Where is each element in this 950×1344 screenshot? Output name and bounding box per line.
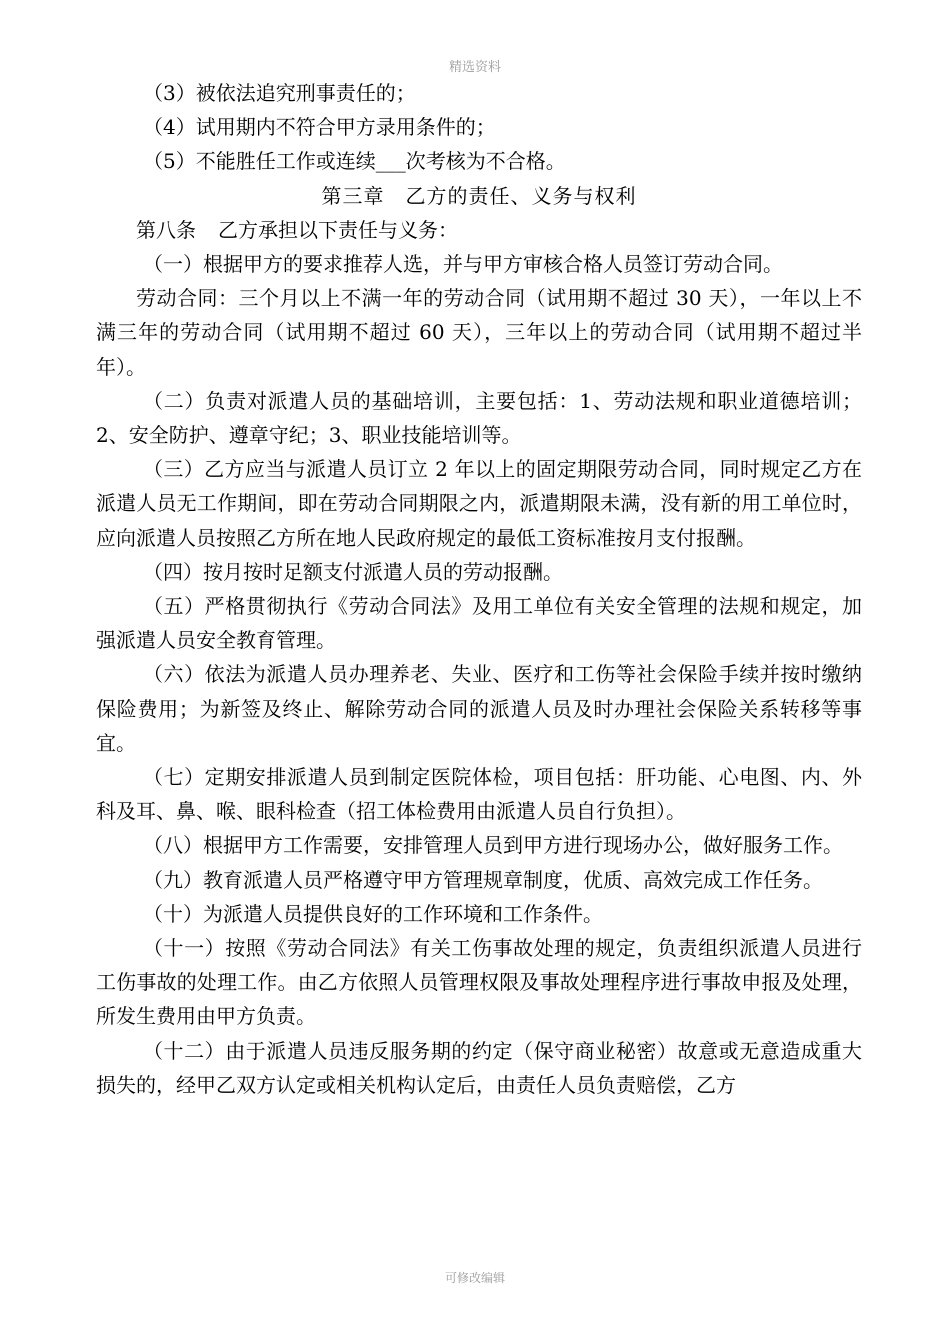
paragraph-2: （二）负责对派遣人员的基础培训，主要包括：1、劳动法规和职业道德培训；2、安全防护、遵章守纪；3、职业技能培训等。 xyxy=(96,388,862,448)
page-footer: 可修改编辑 xyxy=(444,1271,505,1285)
article-text: 乙方承担以下责任与义务： xyxy=(218,217,458,242)
paragraph-9: （九）教育派遣人员严格遵守甲方管理规章制度，优质、高效完成工作任务。 xyxy=(143,867,823,892)
clause-item-5: （5）不能胜任工作或连续___次考核为不合格。 xyxy=(143,149,566,174)
document-body xyxy=(96,76,862,1102)
paragraph-10: （十）为派遣人员提供良好的工作环境和工作条件。 xyxy=(143,901,603,926)
paragraph-12: （十二）由于派遣人员违反服务期的约定（保守商业秘密）故意或无意造成重大损失的，经甲乙双方认定或相关机构认定后，由责任人员负责赔偿，乙方 xyxy=(96,1038,862,1097)
paragraph-8: （八）根据甲方工作需要，安排管理人员到甲方进行现场办公，做好服务工作。 xyxy=(143,833,843,858)
paragraph-contract-terms: 劳动合同：三个月以上不满一年的劳动合同（试用期不超过 30 天），一年以上不满三年的劳动合同（试用期不超过 60 天），三年以上的劳动合同（试用期不超过半年）。 xyxy=(96,286,862,379)
paragraph-6: （六）依法为派遣人员办理养老、失业、医疗和工伤等社会保险手续并按时缴纳保险费用；为新签及终止、解除劳动合同的派遣人员及时办理社会保险关系转移等事宜。 xyxy=(96,662,862,755)
clause-item-4: （4）试用期内不符合甲方录用条件的； xyxy=(143,115,496,140)
paragraph-11: （十一）按照《劳动合同法》有关工伤事故处理的规定，负责组织派遣人员进行工伤事故的处理工作。由乙方依照人员管理权限及事故处理程序进行事故申报及处理，所发生费用由甲方负责。 xyxy=(96,936,862,1029)
paragraph-4: （四）按月按时足额支付派遣人员的劳动报酬。 xyxy=(143,559,563,584)
chapter-heading: 第三章 乙方的责任、义务与权利 xyxy=(321,183,637,208)
paragraph-5: （五）严格贯彻执行《劳动合同法》及用工单位有关安全管理的法规和规定，加强派遣人员安全教育管理。 xyxy=(96,594,862,653)
page-header: 精选资料 xyxy=(448,60,501,75)
clause-item-3: （3）被依法追究刑事责任的； xyxy=(143,81,416,105)
article-heading xyxy=(96,213,862,247)
paragraph-3: （三）乙方应当与派遣人员订立 2 年以上的固定期限劳动合同，同时规定乙方在派遣人员无工作期间，即在劳动合同期限之内，派遣期限未满，没有新的用工单位时，应向派遣人员按照乙方所在地人民政府规定的最低工资标准按月支付报酬。 xyxy=(96,457,862,550)
paragraph-1: （一）根据甲方的要求推荐人选，并与甲方审核合格人员签订劳动合同。 xyxy=(143,252,783,277)
article-number: 第八条 xyxy=(136,217,196,242)
paragraph-7: （七）定期安排派遣人员到制定医院体检，项目包括：肝功能、心电图、内、外科及耳、鼻、喉、眼科检查（招工体检费用由派遣人员自行负担）。 xyxy=(96,765,862,824)
